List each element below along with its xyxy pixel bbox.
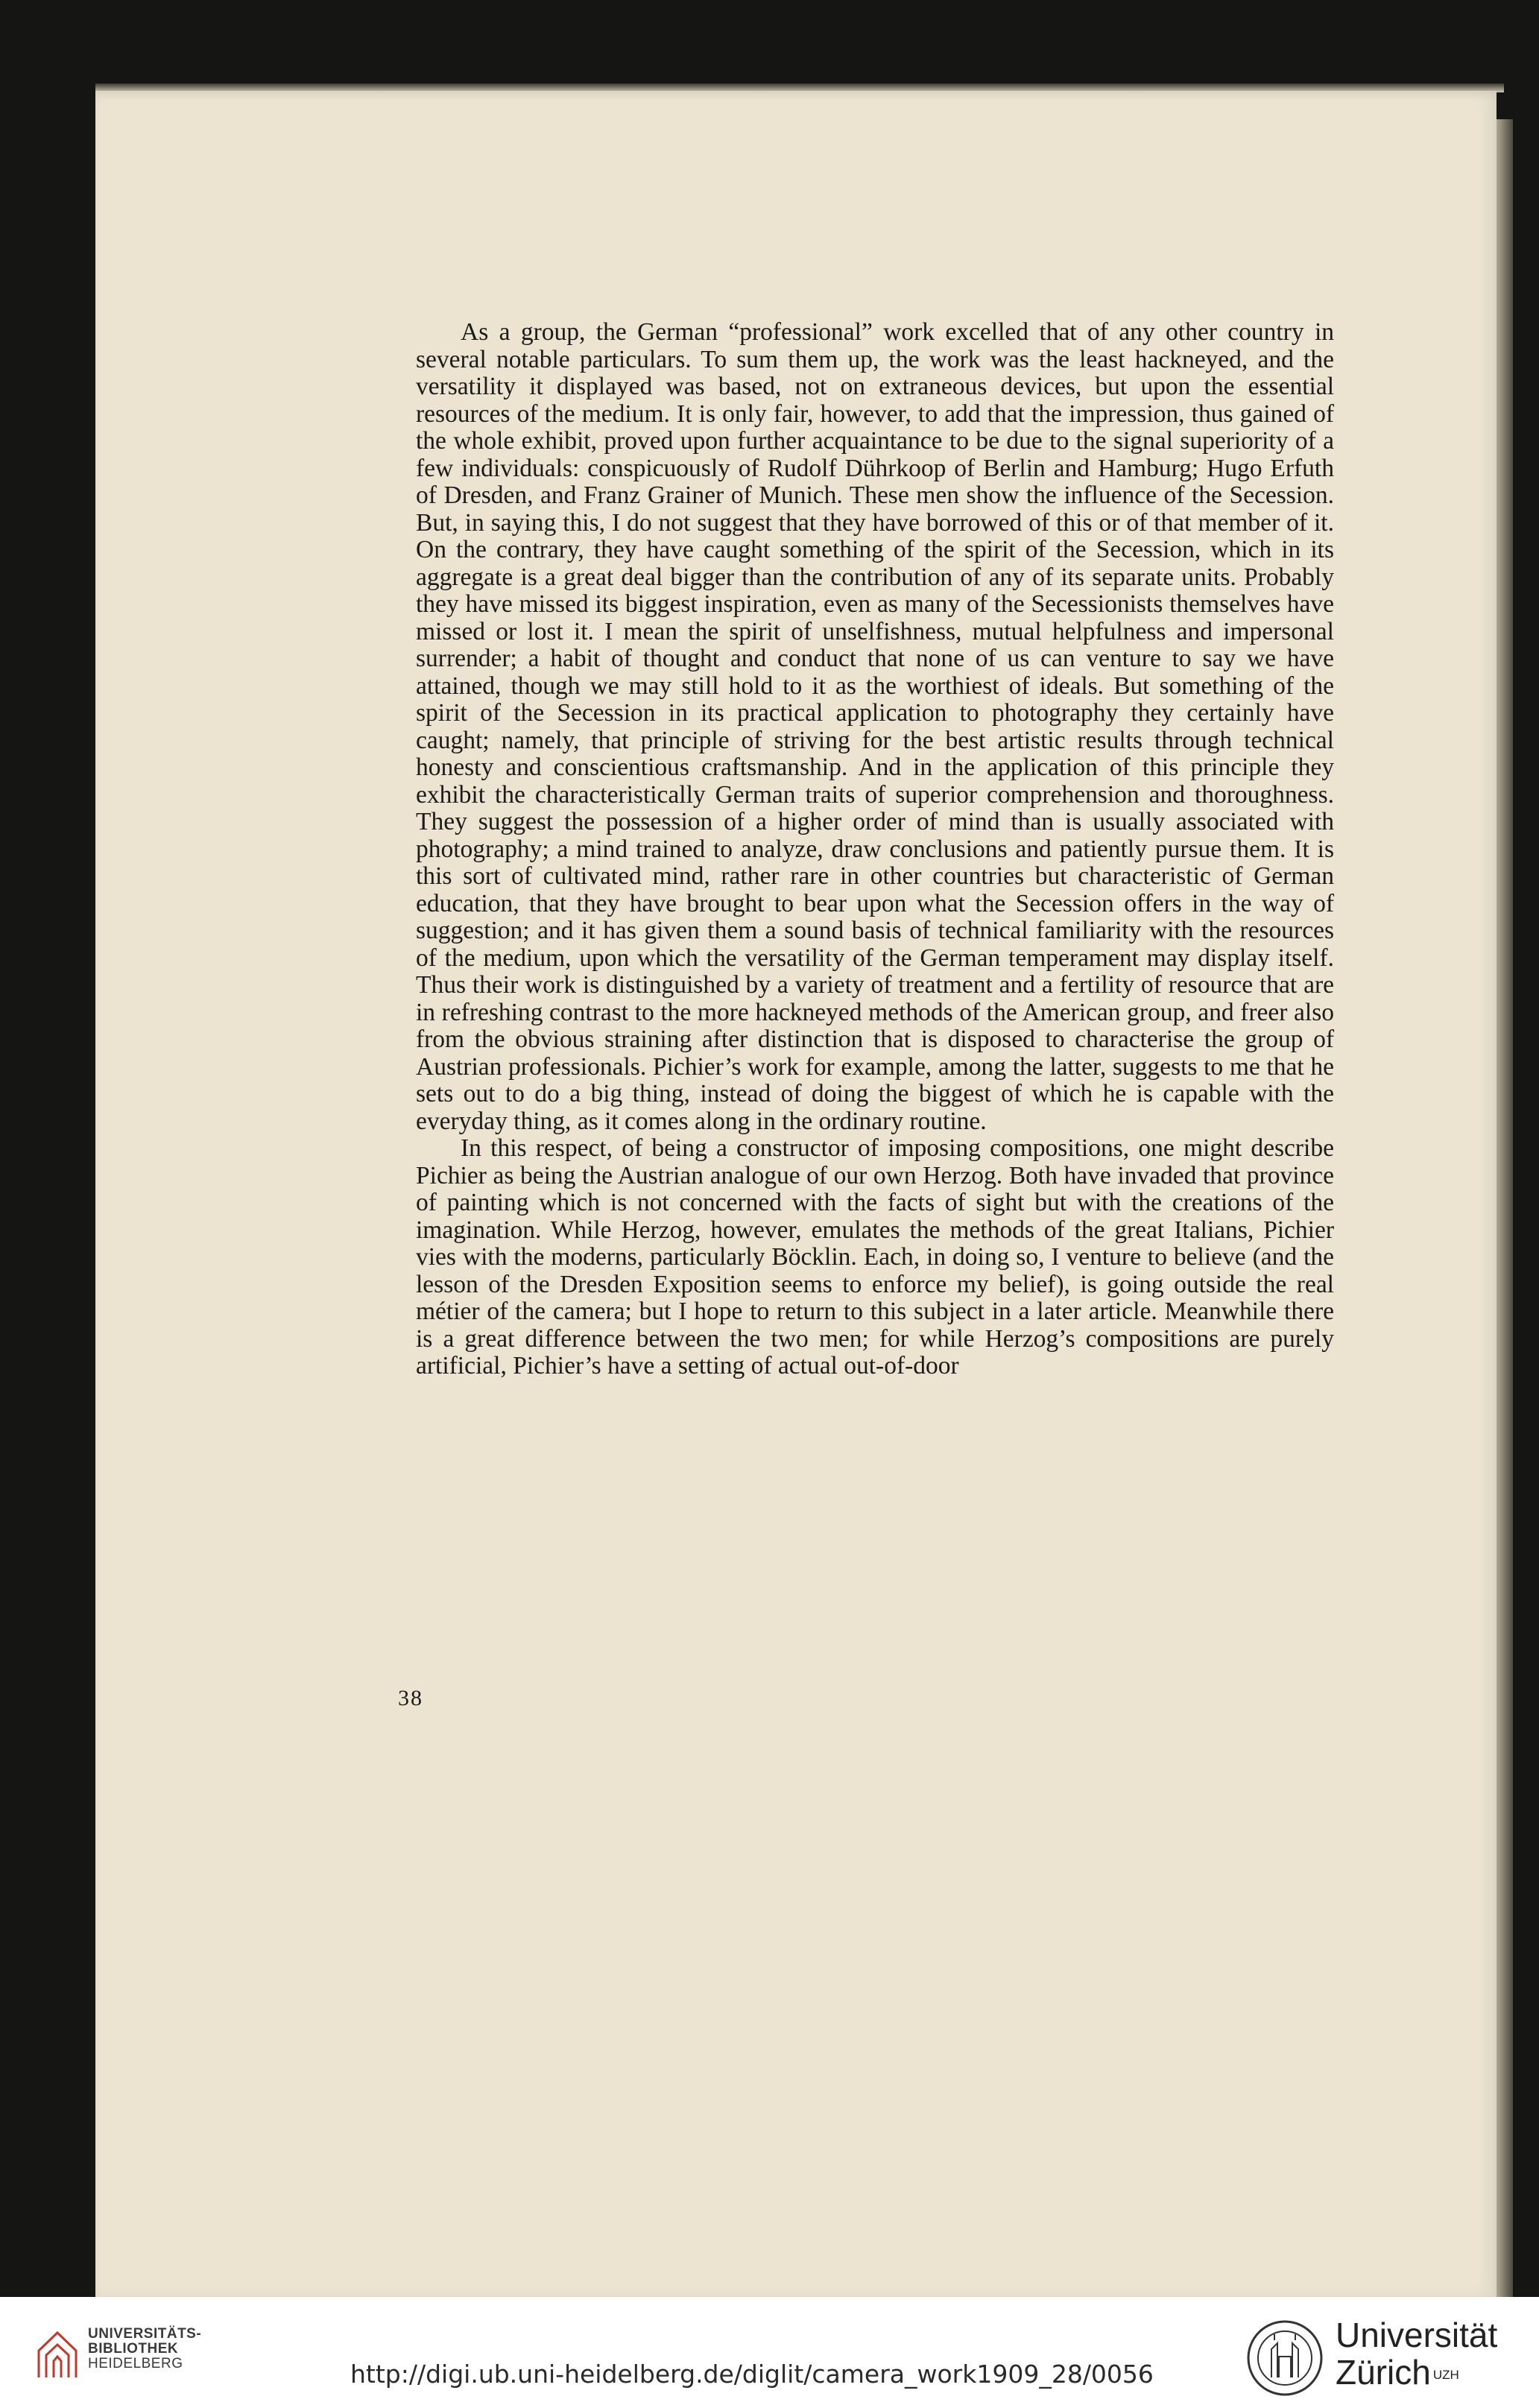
library-name [88, 2327, 201, 2371]
paragraph-1: As a group, the German “professional” work excelled that of any other country in several notable particulars. To sum them up, the work was the least hackneyed, and the versatility it displayed was based, not on extraneous devices, but upon the essential resources of the medium. It is only fair, however, to add that the impression, thus gained of the whole exhibit, proved upon further acquaintance to be due to the signal superiority of a few individuals: conspicuously of Rudolf Dührkoop of Berlin and Hamburg; Hugo Erfuth of Dresden, and Franz Grainer of Munich. These men show the influence of the Secession. But, in saying this, I do not suggest that they have borrowed of this or of that member of it. On the contrary, they have caught something of the spirit of the Secession, which in its aggregate is a great deal bigger than the contribution of any of its separate units. Probably they have missed its biggest inspiration, even as many of the Secessionists themselves have missed or lost it. I mean the spirit of unselfishness, mutual helpfulness and impersonal surrender; a habit of thought and conduct that none of us can venture to say we have attained, though we may still hold to it as the worthiest of ideals. But something of the spirit of the Secession in its practical application to photography they certainly have caught; namely, that principle of striving for the best artistic results through technical honesty and conscientious craftsmanship. And in the application of this principle they exhibit the characteristically German traits of superior comprehension and thoroughness. They suggest the possession of a higher order of mind than is usually associated with photography; a mind trained to analyze, draw conclusions and patiently pursue them. It is this sort of cultivated mind, rather rare in other countries but characteristic of German education, that they have brought to bear upon what the Secession offers in the way of suggestion; and it has given them a sound basis of technical familiarity with the resources of the medium, upon which the versatility of the German temperament may display itself. Thus their work is distinguished by a variety of treatment and a fertility of resource that are in refreshing contrast to the more hackneyed methods of the American group, and freer also from the obvious straining after distinction that is disposed to characterise the group of Austrian professionals. Pichier’s work for example, among the latter, suggests to me that he sets out to do a big thing, instead of doing the biggest of which he is capable with the everyday thing, as it comes along in the ordinary routine. [416, 318, 1334, 1135]
body-text [416, 319, 1334, 1380]
library-name-line1: UNIVERSITÄTS- [88, 2326, 202, 2342]
page-number: 38 [398, 1686, 423, 1710]
university-name-line1: Universität [1336, 2316, 1498, 2354]
university-abbrev: UZH [1432, 2368, 1459, 2382]
university-name [1336, 2316, 1497, 2391]
heidelberg-library-logo-icon [34, 2325, 80, 2380]
paragraph-2: In this respect, of being a constructor of imposing compositions, one might describe Pichier as being the Austrian analogue of our own Herzog. Both have invaded that province of painting which is not concerned with the facts of sight but with the creations of the imagination. While Herzog, however, emulates the methods of the great Italians, Pichier vies with the moderns, particularly Böcklin. Each, in doing so, I venture to believe (and the lesson of the Dresden Exposition seems to enforce my belief), is going outside the real métier of the camera; but I hope to return to this subject in a later article. Meanwhile there is a great difference between the two men; for while Herzog’s compositions are purely artificial, Pichier’s have a setting of actual out-of-door [416, 1134, 1334, 1380]
uzh-seal-icon [1246, 2319, 1324, 2397]
footer-bar [0, 2297, 1539, 2408]
university-name-line2 [1336, 2354, 1497, 2391]
library-name-line3: HEIDELBERG [88, 2356, 183, 2371]
library-name-line2: BIBLIOTHEK [88, 2341, 179, 2357]
source-url-link[interactable]: http://digi.ub.uni-heidelberg.de/diglit/camera_work1909_28/0056 [350, 2360, 1154, 2389]
university-city: Zürich [1336, 2353, 1431, 2392]
